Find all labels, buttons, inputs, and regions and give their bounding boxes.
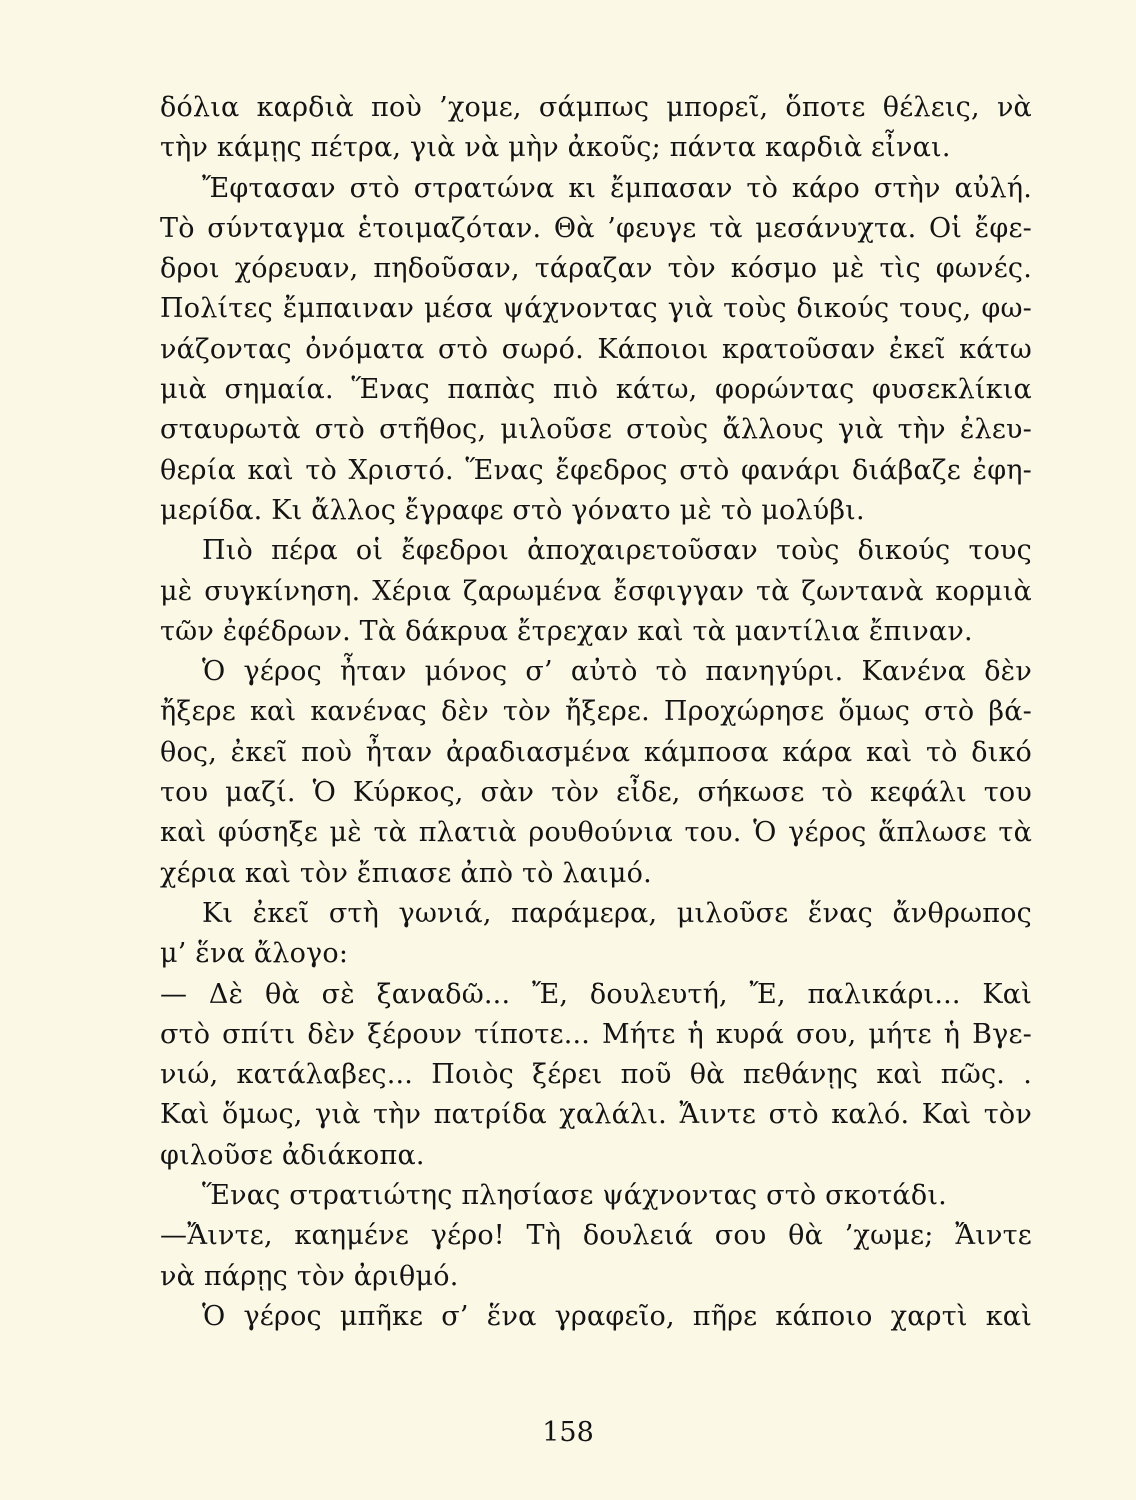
page-number: 158 xyxy=(542,1417,594,1448)
text-line: θος, ἐκεῖ ποὺ ἦταν ἀραδιασμένα κάμποσα κάρα καὶ τὸ δικό xyxy=(160,736,1032,768)
text-line: νάζοντας ὀνόματα στὸ σωρό. Κάποιοι κρατοῦσαν ἐκεῖ κάτω xyxy=(160,333,1032,365)
text-line: Ἔφτασαν στὸ στρατώνα κι ἔμπασαν τὸ κάρο στὴν αὐλή. xyxy=(202,172,1032,204)
text-line: δόλια καρδιὰ ποὺ ’χομε, σάμπως μπορεῖ, ὅποτε θέλεις, νὰ xyxy=(160,92,1032,123)
text-line: — Δὲ θὰ σὲ ξαναδῶ... Ἔ, δουλευτή, Ἔ, παλικάρι... Καὶ xyxy=(160,978,1032,1010)
text-line: τὴν κάμῃς πέτρα, γιὰ νὰ μὴν ἀκοῦς; πάντα καρδιὰ εἶναι. xyxy=(160,132,951,164)
text-line: Τὸ σύνταγμα ἑτοιμαζόταν. Θὰ ’φευγε τὰ μεσάνυχτα. Οἱ ἔφε- xyxy=(160,212,1032,244)
text-line: θερία καὶ τὸ Χριστό. Ἕνας ἔφεδρος στὸ φανάρι διάβαζε ἐφη- xyxy=(160,454,1032,486)
text-line: του μαζί. Ὁ Κύρκος, σὰν τὸν εἶδε, σήκωσε τὸ κεφάλι του xyxy=(160,777,1032,809)
text-line: ἤξερε καὶ κανένας δὲν τὸν ἤξερε. Προχώρησε ὅμως στὸ βά- xyxy=(160,696,1032,728)
text-line: Κι ἐκεῖ στὴ γωνιά, παράμερα, μιλοῦσε ἕνας ἄνθρωπος xyxy=(202,897,1032,929)
text-line: τῶν ἐφέδρων. Τὰ δάκρυα ἔτρεχαν καὶ τὰ μαντίλια ἔπιναν. xyxy=(160,615,973,647)
text-line: νιώ, κατάλαβες... Ποιὸς ξέρει ποῦ θὰ πεθάνῃς καὶ πῶς. . xyxy=(160,1059,1032,1091)
text-line: Ἕνας στρατιώτης πλησίασε ψάχνοντας στὸ σκοτάδι. xyxy=(202,1180,947,1212)
text-line: χέρια καὶ τὸν ἔπιασε ἀπὸ τὸ λαιμό. xyxy=(160,857,652,889)
text-line: νὰ πάρῃς τὸν ἀριθμό. xyxy=(160,1260,459,1292)
text-line: στὸ σπίτι δὲν ξέρουν τίποτε... Μήτε ἡ κυρά σου, μήτε ἡ Βγε- xyxy=(160,1018,1032,1050)
text-line: Ὁ γέρος μπῆκε σ’ ἕνα γραφεῖο, πῆρε κάποιο χαρτὶ καὶ xyxy=(202,1300,1032,1332)
text-line: Καὶ ὅμως, γιὰ τὴν πατρίδα χαλάλι. Ἄιντε στὸ καλό. Καὶ τὸν xyxy=(160,1099,1032,1131)
text-line: καὶ φύσηξε μὲ τὰ πλατιὰ ρουθούνια του. Ὁ γέρος ἅπλωσε τὰ xyxy=(160,817,1032,849)
text-line: μερίδα. Κι ἄλλος ἔγραφε στὸ γόνατο μὲ τὸ μολύβι. xyxy=(160,494,865,526)
text-line: Πολίτες ἔμπαιναν μέσα ψάχνοντας γιὰ τοὺς δικούς τους, φω- xyxy=(160,293,1032,325)
text-line: Ὁ γέρος ἦταν μόνος σ’ αὐτὸ τὸ πανηγύρι. Κανένα δὲν xyxy=(202,656,1032,688)
text-line: μιὰ σημαία. Ἕνας παπὰς πιὸ κάτω, φορώντας φυσεκλίκια xyxy=(160,374,1032,406)
body-text xyxy=(160,88,1032,1337)
text-line: δροι χόρευαν, πηδοῦσαν, τάραζαν τὸν κόσμο μὲ τὶς φωνές. xyxy=(160,253,1032,285)
text-line: —Ἄιντε, καημένε γέρο! Τὴ δουλειά σου θὰ ’χωμε; Ἄιντε xyxy=(160,1220,1032,1252)
text-line: φιλοῦσε ἀδιάκοπα. xyxy=(160,1139,425,1171)
text-line: σταυρωτὰ στὸ στῆθος, μιλοῦσε στοὺς ἄλλους γιὰ τὴν ἐλευ- xyxy=(160,414,1032,446)
text-line: μ’ ἕνα ἄλογο: xyxy=(160,938,349,970)
text-line: Πιὸ πέρα οἱ ἔφεδροι ἀποχαιρετοῦσαν τοὺς δικούς τους xyxy=(202,535,1032,567)
text-line: μὲ συγκίνηση. Χέρια ζαρωμένα ἔσφιγγαν τὰ ζωντανὰ κορμιὰ xyxy=(160,575,1032,607)
